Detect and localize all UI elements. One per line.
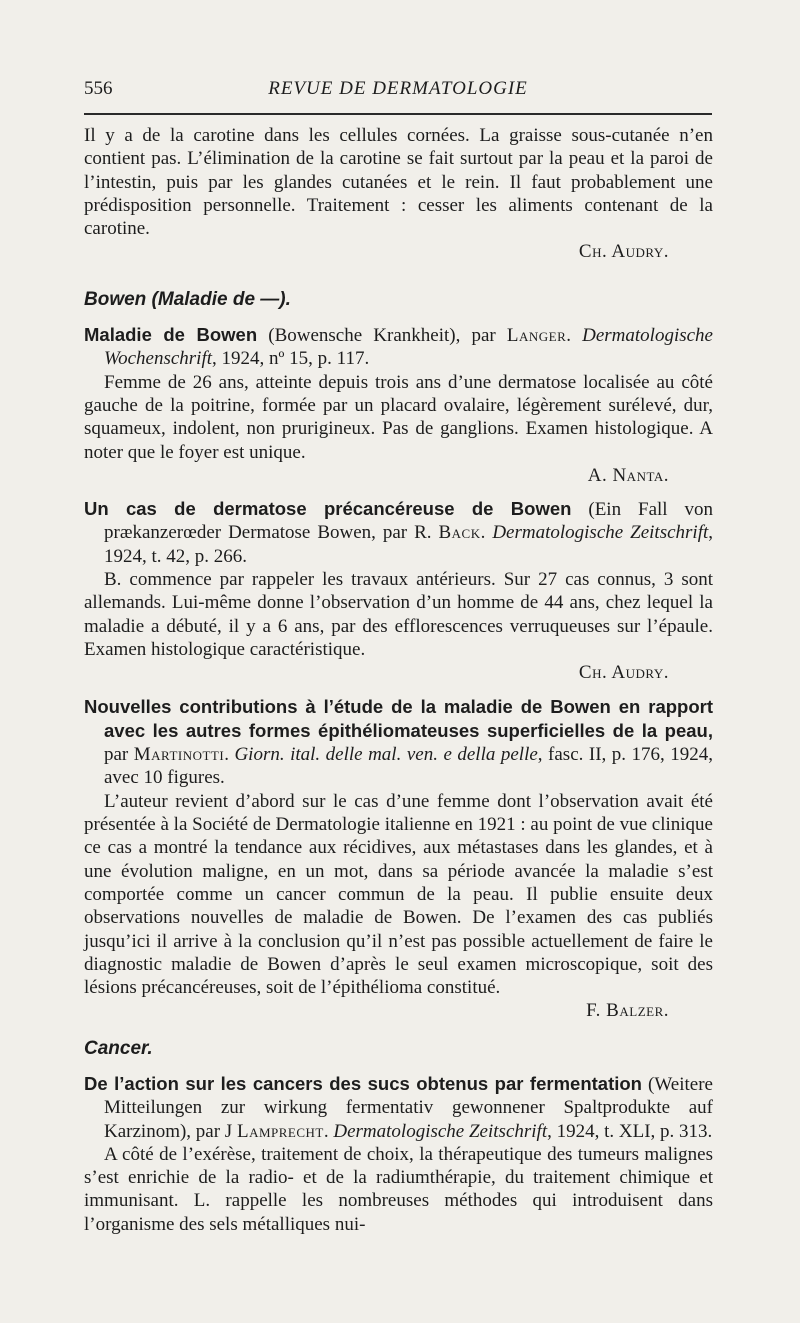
article-body: L’auteur revient d’abord sur le cas d’une femme dont l’observation avait été présentée à la Société de Dermatologie italienne en 1921 : au point de vue clinique ce cas a montré la tendance aux récidives, aux métastases dans les glandes, et à une évolution maligne, en un mot, dans sa période avancée la maladie s’est comportée comme un cancer commun de la peau. Il publie ensuite deux observations nouvelles de maladie de Bowen. De l’examen des cas publiés jusqu’ici il arrive à la conclusion qu’il n’est pas possible actuellement de faire le diagnostic maladie de Bowen d’après le seul examen microscopique, soit des lésions précancéreuses, soit de l’épithélioma constitué. [84,790,713,999]
article-body: Femme de 26 ans, atteinte depuis trois ans d’une dermatose localisée au côté gauche de la poitrine, formée par un placard ovalaire, légèrement surélevé, dur, squameux, indolent, non prurigineux. Pas de ganglions. Examen histologique. A noter que le foyer est unique. [84,371,713,463]
carry-over-text: Il y a de la carotine dans les cellules cornées. La graisse sous-cutanée n’en contient pas. L’élimination de la carotine se fait surtout par la peau et la paroi de l’intestin, puis par les glandes cutanées et le rein. Il faut probablement une prédisposition personnelle. Traitement : cesser les aliments contenant de la carotine. [84,125,713,240]
page-header [84,78,712,104]
article-body: A côté de l’exérèse, traitement de choix, la thérapeutique des tumeurs malignes s’est enrichie de la radio- et de la radiumthérapie, du traitement chimique et immunisant. L. rappelle les nombreuses méthodes qui introduisent dans l’organisme des sels métalliques nui- [84,1143,713,1235]
page-number: 556 [84,78,113,99]
article-title: De l’action sur les cancers des sucs obtenus par fermentation [84,1072,642,1094]
signature: Ch. Audry. [578,241,669,263]
journal-name: Dermatologische Zeitschrift [492,522,709,544]
section-heading-bowen: Bowen (Maladie de —). [84,288,291,310]
author-name: Back [438,522,481,544]
author-name: Lamprecht [236,1120,324,1142]
running-title: REVUE DE DERMATOLOGIE [268,78,528,99]
article-reference: Nouvelles contributions à l’étude de la maladie de Bowen en rapport avec les autres formes épithéliomateuses superficielles de la peau, par Martinotti. Giorn. ital. delle mal. ven. e della pelle, fasc. II, p. 176, 1924, avec 10 figures. [84,695,714,789]
signature: Ch. Audry. [578,662,669,684]
header-rule [84,113,712,115]
journal-name: Dermatologische Zeitschrift [333,1120,548,1142]
article-body: B. commence par rappeler les travaux antérieurs. Sur 27 cas connus, 3 sont allemands. Lui-même donne l’observation d’un homme de 44 ans, chez lequel la maladie a débuté, il y a 6 ans, par des efflorescences verruqueuses sur l’épaule. Examen histologique caractéristique. [84,569,713,660]
signature: A. Nanta. [587,464,669,486]
page-body [84,124,713,1236]
article-reference: Maladie de Bowen (Bowensche Krankheit), par Langer. Dermatologische Wochenschrift, 1924, nº 15, p. 117. [84,324,713,370]
carry-over-paragraph [84,124,713,240]
author-name: Langer [506,325,567,347]
article-title: Maladie de Bowen [84,324,258,346]
article-reference: De l’action sur les cancers des sucs obtenus par fermentation (Weitere Mitteilungen zur wirkung fermentativ gewonnener Spaltprodukte auf Karzinom), par J Lamprecht. Dermatologische Zeitschrift, 1924, t. XLI, p. 313. [84,1072,713,1142]
journal-name: Giorn. ital. delle mal. ven. e della pelle [234,744,538,766]
article-reference: Un cas de dermatose précancéreuse de Bowen (Ein Fall von prækanzerœder Dermatose Bowen, par R. Back. Dermatologische Zeitschrift, 1924, t. 42, p. 266. [84,498,714,567]
section-heading-cancer: Cancer. [84,1037,153,1059]
article-title: Nouvelles contributions à l’étude de la maladie de Bowen en rapport avec les autres formes épithéliomateuses superficielles de la peau, [84,695,713,741]
journal-name: Dermatologische Wochenschrift [104,325,713,370]
author-name: Martinotti [133,744,225,766]
signature: F. Balzer. [586,1000,669,1022]
article-title: Un cas de dermatose précancéreuse de Bowen [84,498,572,520]
